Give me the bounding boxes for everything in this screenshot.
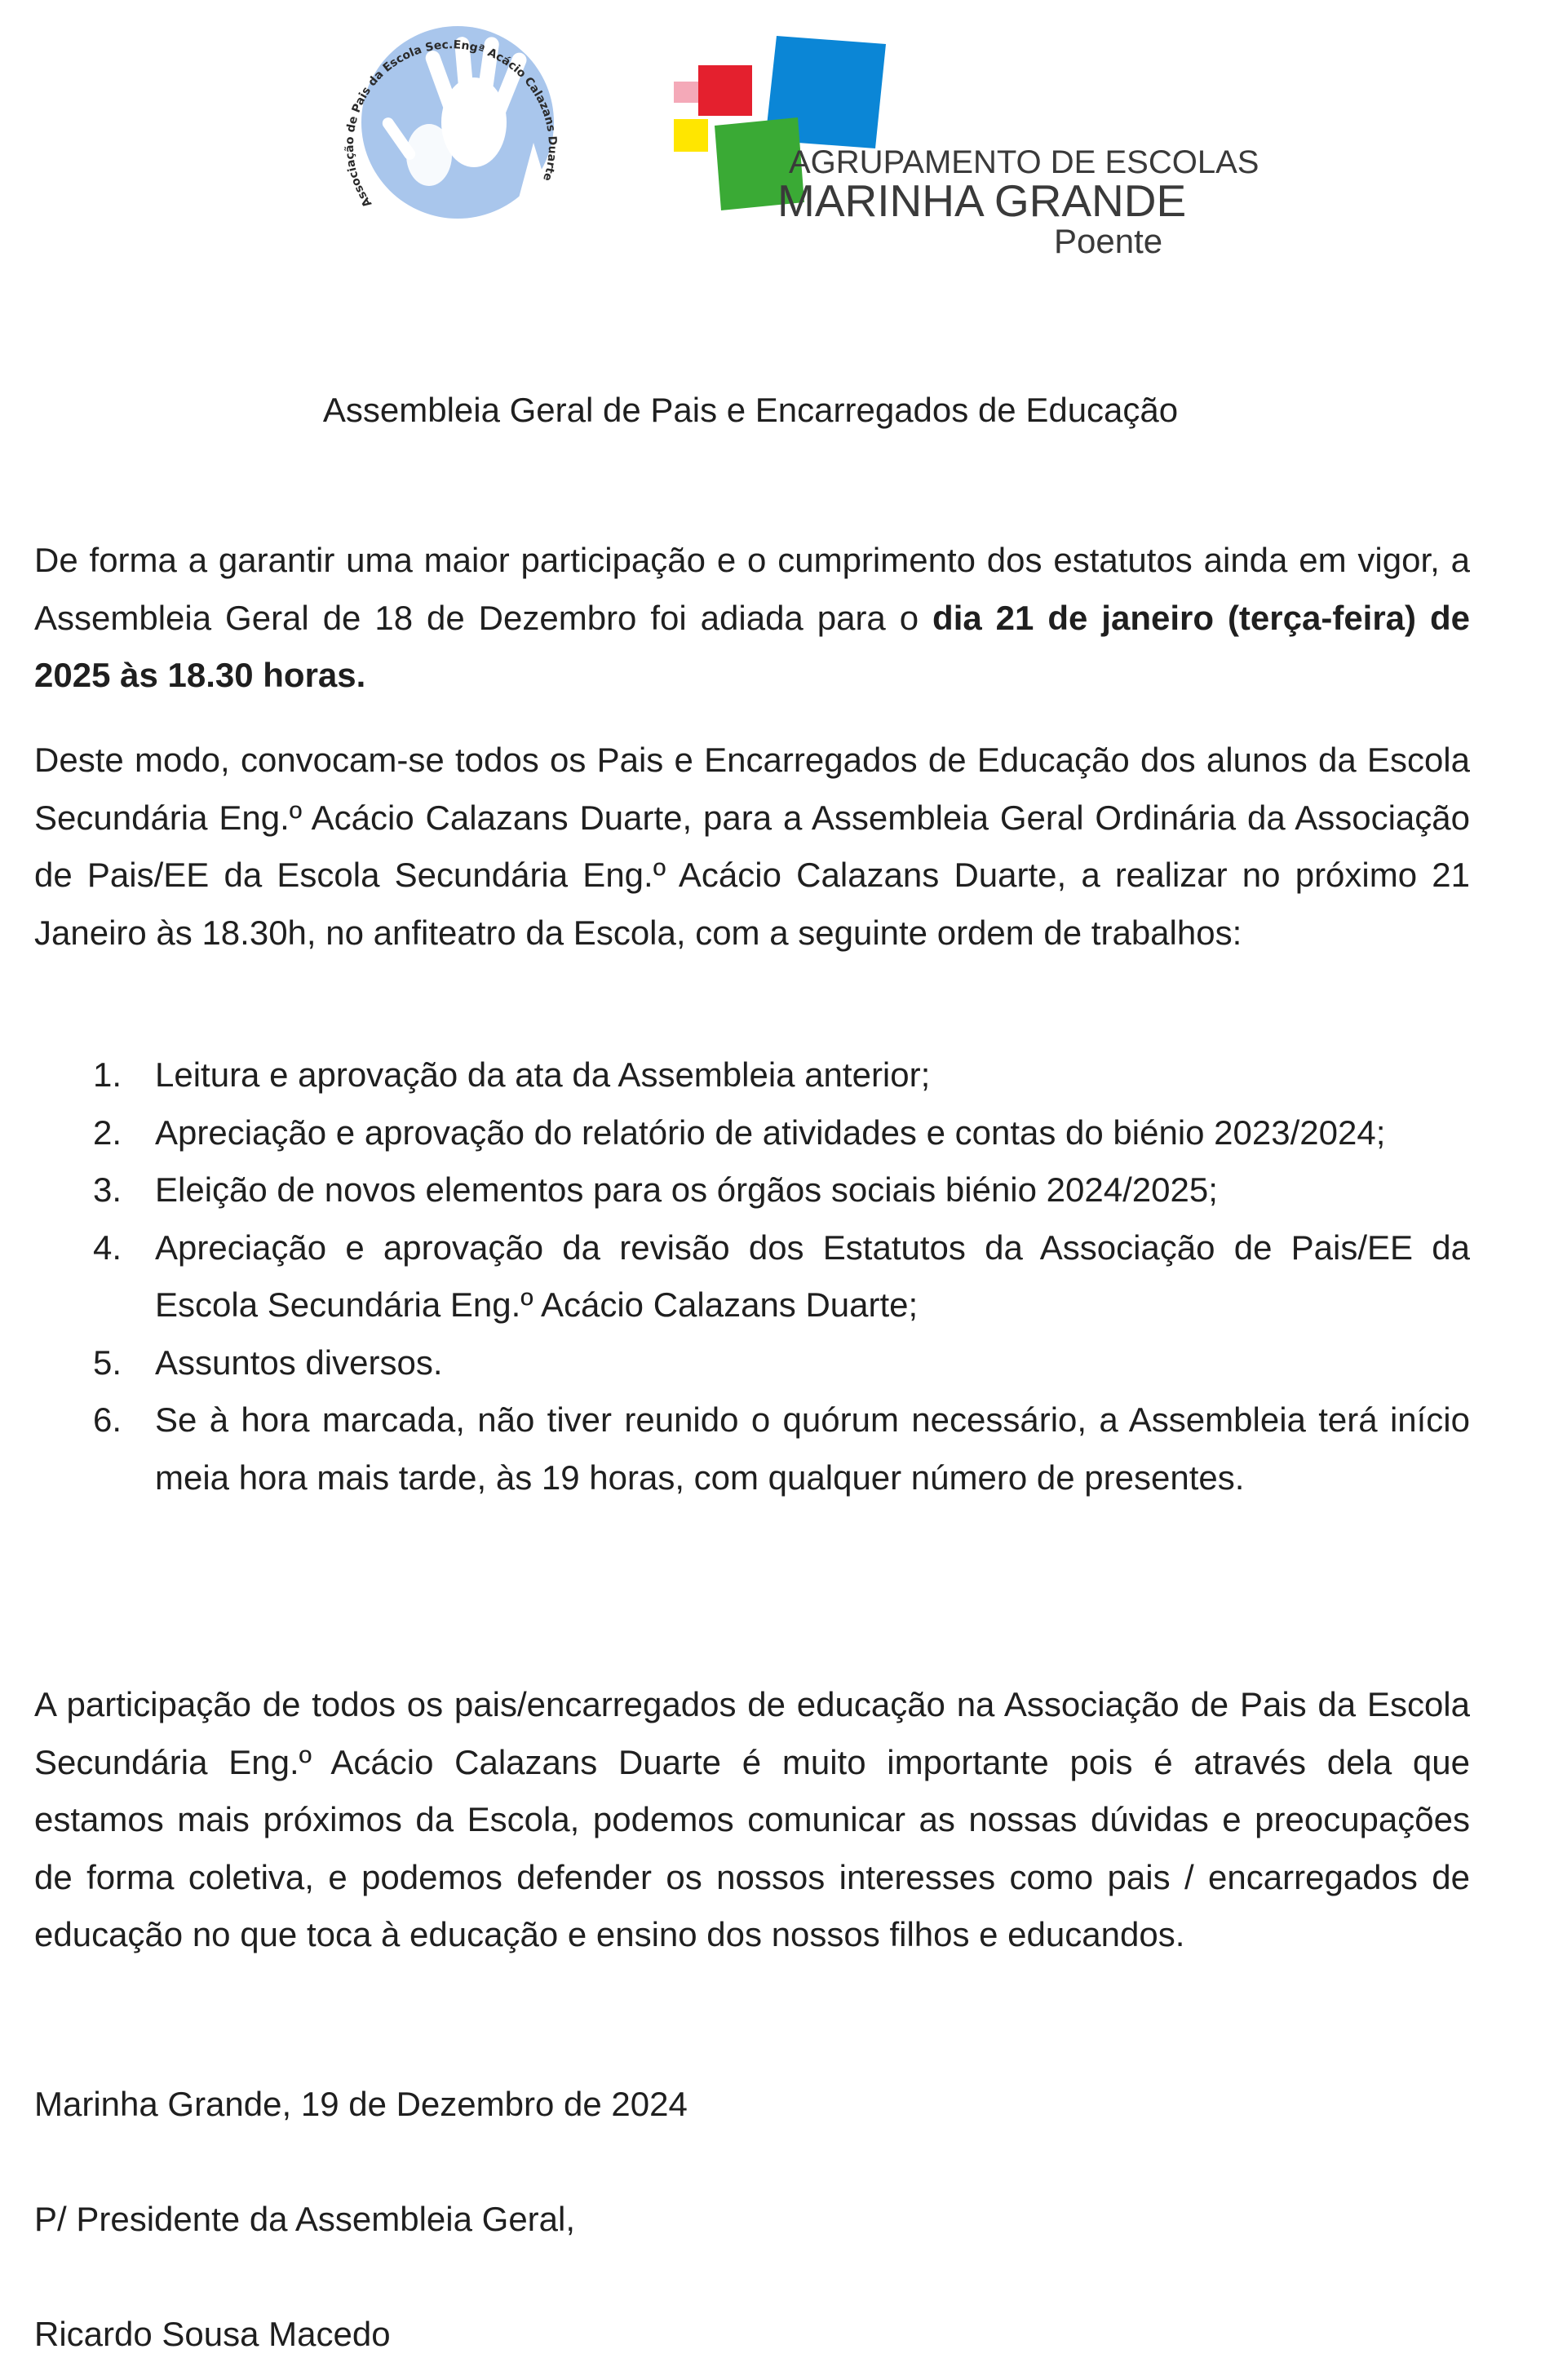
- agenda-list: [34, 1046, 1470, 1506]
- meeting-date-highlight: dia 21 de janeiro (terça-feira) de 2025 às 18.30 horas.: [34, 598, 1470, 694]
- parents-association-logo: [323, 0, 576, 249]
- agenda-item: [34, 1046, 1470, 1104]
- agenda-item-text: Apreciação e aprovação da revisão dos Estatutos da Associação de Pais/EE da Escola Secundária Eng.º Acácio Calazans Duarte;: [155, 1228, 1470, 1324]
- agenda-item: [34, 1334, 1470, 1392]
- agenda-item-number: 4.: [93, 1228, 122, 1267]
- logo-square-red: [698, 65, 752, 116]
- logo-ring-text: Associação de Pais da Escola Sec.Engª Acácio Calazans Duarte: [343, 38, 560, 210]
- logo-text-line2: MARINHA GRANDE: [777, 175, 1187, 226]
- document-title: Assembleia Geral de Pais e Encarregados de Educação: [322, 391, 1179, 429]
- agenda-item-number: 3.: [93, 1170, 122, 1209]
- agenda-item: [34, 1161, 1470, 1219]
- logo-square-pink: [674, 82, 698, 103]
- agenda-item: [34, 1391, 1470, 1506]
- agenda-item-text: Apreciação e aprovação do relatório de atividades e contas do biénio 2023/2024;: [155, 1113, 1386, 1152]
- intro-paragraph: [34, 532, 1470, 705]
- logo-text-line3: Poente: [1054, 222, 1163, 260]
- agenda-item-number: 2.: [93, 1113, 122, 1152]
- participation-paragraph: A participação de todos os pais/encarregados de educação na Associação de Pais da Escola Secundária Eng.º Acácio Calazans Duarte é muito importante pois é através dela que estamos mais próximos da Escola, podemos comunicar as nossas dúvidas e preocupações de forma coletiva, e podemos defender os nossos interesses como pais / encarregados de educação no que toca à educação e ensino dos nossos filhos e educandos.: [34, 1685, 1470, 1953]
- signature-name: Ricardo Sousa Macedo: [34, 2315, 391, 2353]
- intro-text: De forma a garantir uma maior participação e o cumprimento dos estatutos ainda em vigor, a Assembleia Geral de 18 de Dezembro foi adiada para o: [34, 541, 1470, 637]
- agenda-item: [34, 1219, 1470, 1334]
- logo-square-yellow: [674, 119, 708, 152]
- agenda-item-text: Se à hora marcada, não tiver reunido o quórum necessário, a Assembleia terá início meia hora mais tarde, às 19 horas, com qualquer número de presentes.: [155, 1400, 1470, 1497]
- agenda-item-number: 6.: [93, 1400, 122, 1439]
- agenda-item-text: Assuntos diversos.: [155, 1343, 443, 1382]
- agenda-item-text: Eleição de novos elementos para os órgãos sociais biénio 2024/2025;: [155, 1170, 1218, 1209]
- signature-role: P/ Presidente da Assembleia Geral,: [34, 2200, 576, 2238]
- logo-text-line1: AGRUPAMENTO DE ESCOLAS: [789, 144, 1259, 180]
- agenda-item-number: 5.: [93, 1343, 122, 1382]
- date-line: Marinha Grande, 19 de Dezembro de 2024: [34, 2085, 688, 2123]
- convocation-paragraph: Deste modo, convocam-se todos os Pais e Encarregados de Educação dos alunos da Escola Secundária Eng.º Acácio Calazans Duarte, para a Assembleia Geral Ordinária da Associação de Pais/EE da Escola Secundária Eng.º Acácio Calazans Duarte, a realizar no próximo 21 Janeiro às 18.30h, no anfiteatro da Escola, com a seguinte ordem de trabalhos:: [34, 741, 1470, 952]
- school-group-logo: [667, 29, 1259, 266]
- agenda-item: [34, 1104, 1470, 1162]
- agenda-item-number: 1.: [93, 1055, 122, 1094]
- agenda-item-text: Leitura e aprovação da ata da Assembleia anterior;: [155, 1055, 931, 1094]
